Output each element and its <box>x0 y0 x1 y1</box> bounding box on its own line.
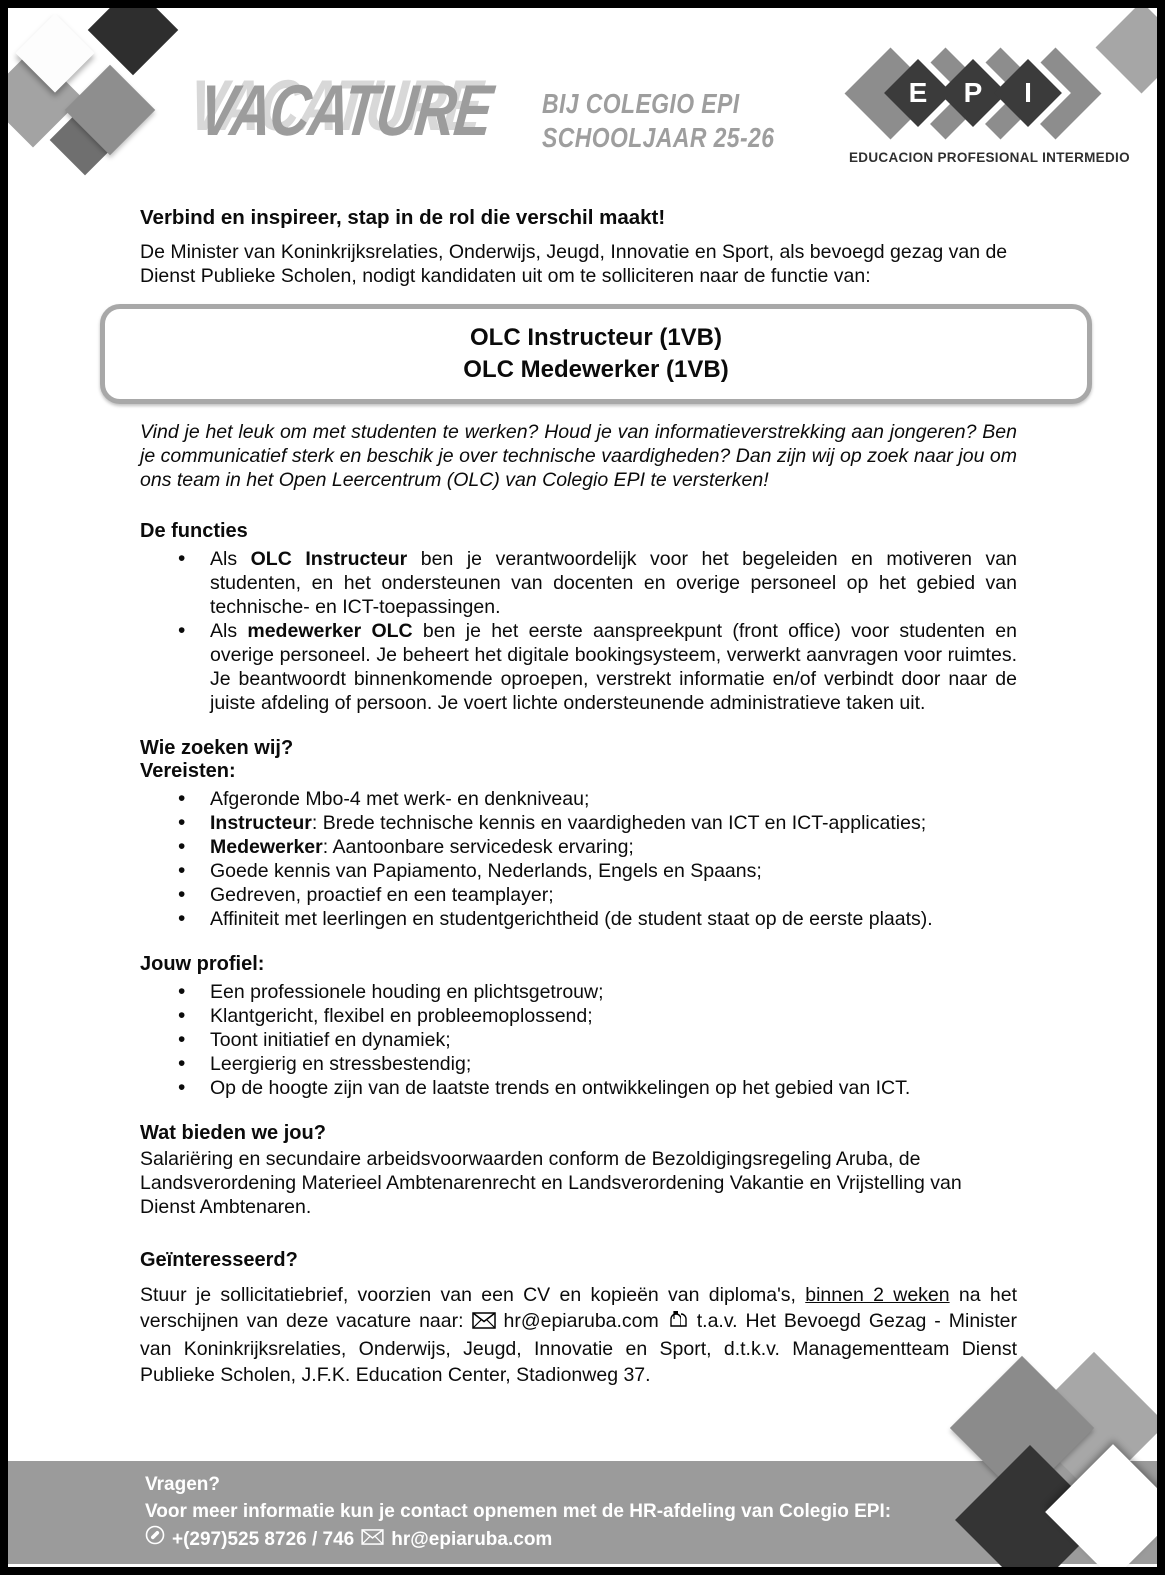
job-title-line2: OLC Medewerker (1VB) <box>463 356 729 383</box>
mailbox-icon <box>667 1310 689 1336</box>
bullet-item: • Medewerker: Aantoonbare servicedesk ervaring; <box>140 835 1017 859</box>
bullet-item: • Affiniteit met leerlingen en studentgerichtheid (de student staat op de eerste plaats). <box>140 907 1017 931</box>
bullet-item: • Toont initiatief en dynamiek; <box>140 1028 1017 1052</box>
job-title-line1: OLC Instructeur (1VB) <box>469 324 723 351</box>
footer-contact-line <box>145 1525 891 1553</box>
footer-question: Vragen? <box>145 1474 220 1495</box>
section-heading-profile: Jouw profiel: <box>140 953 265 975</box>
envelope-icon <box>472 1310 496 1336</box>
bullet-item: • Klantgericht, flexibel en probleemoplossend; <box>140 1004 1017 1028</box>
functions-list <box>140 547 1017 715</box>
section-heading-functions: De functies <box>140 520 248 542</box>
bullet-item: • Leergierig en stressbestendig; <box>140 1052 1017 1076</box>
footer-text <box>145 1471 891 1553</box>
bullet-item: • Als OLC Instructeur ben je verantwoordelijk voor het begeleiden en motiveren van studenten, en het ondersteunen van docenten en overige personeel op het gebied van technische- en ICT-toepassingen. <box>140 547 1017 619</box>
epi-logo <box>843 38 1130 170</box>
bullet-item: • Instructeur: Brede technische kennis en vaardigheden van ICT en ICT-applicaties; <box>140 811 1017 835</box>
intro-headline: Verbind en inspireer, stap in de rol die verschil maakt! <box>140 206 666 229</box>
application-instructions: Stuur je sollicitatiebrief, voorzien van een CV en kopieën van diploma's, binnen 2 weken na het verschijnen van deze vacature naar: hr@epiaruba.com t.a.v. Het Bevoegd Gezag - Minister van Koninkrijksrelaties, Onderwijs, Jeugd, Innovatie en Sport, d.t.k.v. Managementteam Dienst Publieke Scholen, J.F.K. Education Center, Stadionweg 37. <box>140 1284 1017 1386</box>
job-title-box <box>100 304 1092 404</box>
bullet-item: • Gedreven, proactief en een teamplayer; <box>140 883 1017 907</box>
section-subheading-requirements: Vereisten: <box>140 760 236 782</box>
epi-letter-p: P <box>963 77 983 108</box>
bullet-item: • Op de hoogte zijn van de laatste trends en ontwikkelingen op het gebied van ICT. <box>140 1076 1017 1100</box>
bullet-item: • Goede kennis van Papiamento, Nederlands, Engels en Spaans; <box>140 859 1017 883</box>
offer-paragraph: Salariëring en secundaire arbeidsvoorwaarden conform de Bezoldigingsregeling Aruba, de Landsverordening Materieel Ambtenarenrecht en Landsverordening Vakantie en Vrijstelling van Dienst Ambtenaren. <box>140 1148 962 1218</box>
intro-paragraph: De Minister van Koninkrijksrelaties, Onderwijs, Jeugd, Innovatie en Sport, als bevoegd gezag van de Dienst Publieke Scholen, nodigt kandidaten uit om te solliciteren naar de functie van: <box>140 241 1008 287</box>
bullet-item: • Een professionele houding en plichtsgetrouw; <box>140 980 1017 1004</box>
decor-diamond <box>1096 2 1165 94</box>
requirements-list <box>140 787 1017 931</box>
decor-diamond <box>88 0 179 75</box>
epi-logo-tagline: EDUCACION PROFESIONAL INTERMEDIO <box>849 150 1130 165</box>
section-heading-who: Wie zoeken wij? <box>140 737 294 759</box>
pitch-paragraph: Vind je het leuk om met studenten te werken? Houd je van informatieverstrekking aan jongeren? Ben je communicatief sterk en beschik je over technische vaardigheden? Dan zijn wij op zoek naar jou om ons team in het Open Leercentrum (OLC) van Colegio EPI te versterken! <box>140 421 1017 491</box>
section-heading-interested: Geïnteresseerd? <box>140 1249 298 1271</box>
document-body <box>140 206 1017 1388</box>
epi-letter-e: E <box>908 77 928 108</box>
vacature-wordmark: VACATURE <box>195 71 496 151</box>
bullet-item: • Afgeronde Mbo-4 met werk- en denkniveau; <box>140 787 1017 811</box>
phone-icon <box>145 1525 165 1553</box>
deadline-underline: binnen 2 weken <box>805 1284 950 1306</box>
section-heading-offer: Wat bieden we jou? <box>140 1122 326 1144</box>
footer-email: hr@epiaruba.com <box>391 1528 553 1550</box>
profile-list <box>140 980 1017 1100</box>
footer-phone: +(297)525 8726 / 746 <box>172 1528 355 1550</box>
footer-info: Voor meer informatie kun je contact opnemen met de HR-afdeling van Colegio EPI: <box>145 1501 892 1522</box>
envelope-icon <box>361 1526 384 1553</box>
bullet-item: • Als medewerker OLC ben je het eerste aanspreekpunt (front office) voor studenten en overige personeel. Je beheert het digitale bookingsysteem, verwerkt aanvragen voor ruimtes. Je beantwoordt binnenkomende oproepen, verstrekt informatie en/of verbindt door naar de juiste afdeling of persoon. Je voert lichte ondersteunende administratieve taken uit. <box>140 619 1017 715</box>
email-address: hr@epiaruba.com <box>503 1310 659 1332</box>
header-subtitle-line2: SCHOOLJAAR 25-26 <box>542 122 775 153</box>
epi-letter-i: I <box>1024 77 1032 108</box>
header-subtitle-line1: BIJ COLEGIO EPI <box>542 88 740 119</box>
